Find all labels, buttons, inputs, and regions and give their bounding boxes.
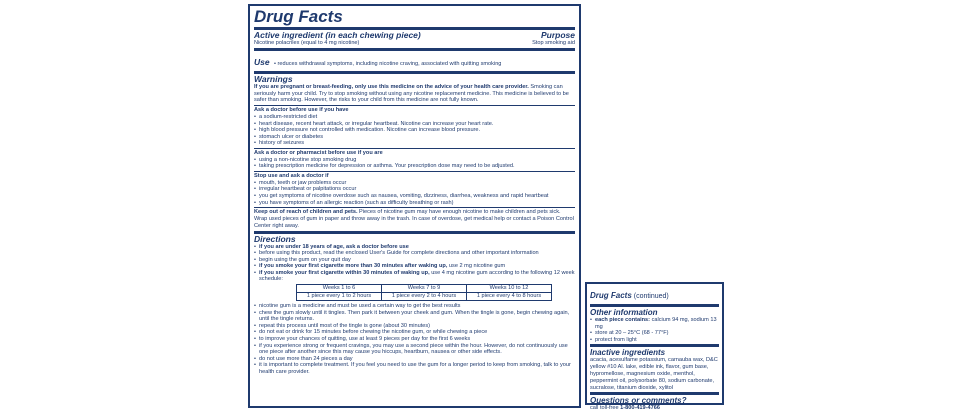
ask-doctor-heading: Ask a doctor before use if you have [254,107,349,114]
list-item-text: use 4 mg nicotine gum according to the following 12 week schedule: [259,269,575,283]
keep-out-of-reach [254,209,575,229]
other-information-heading: Other information [590,308,658,317]
list-item: • a sodium-restricted diet [254,114,575,121]
list-item [254,257,575,264]
use-text: • reduces withdrawal symptoms, including nicotine craving, associated with quitting smoking [274,60,502,67]
schedule-week-header: Weeks 1 to 6 [297,285,382,293]
ask-doctor-list [254,114,575,147]
divider [254,105,575,106]
pregnancy-warning-bold: If you are pregnant or breast-feeding, only use this medicine on the advice of your health care provider. [254,83,529,90]
list-item-text: begin using the gum on your quit day [259,256,351,263]
list-item: • it is important to complete treatment. If you feel you need to use the gum for a longer period to keep from smoking, talk to your health care provider. [254,362,575,375]
directions-list-continued [254,303,575,376]
drug-facts-title: Drug Facts [254,7,343,26]
use-section [254,52,575,70]
list-item: • repeat this process until most of the tingle is gone (about 30 minutes) [254,323,575,330]
active-ingredient-header [254,31,575,40]
drug-facts-continued-panel [585,282,724,412]
use-heading: Use [254,56,270,67]
contact-line [590,405,719,412]
drug-facts-panel [248,4,581,408]
continued-title-suffix: (continued) [631,293,669,300]
divider [590,304,719,307]
other-information-list [590,317,719,343]
list-item: • heart disease, recent heart attack, or irregular heartbeat. Nicotine can increase your heart rate. [254,121,575,128]
schedule-value-row [297,293,552,301]
divider [254,231,575,234]
list-item-bold: if you smoke your first cigarette within 30 minutes of waking up, [259,269,430,276]
list-item [254,263,575,270]
schedule-dose-cell: 1 piece every 2 to 4 hours [382,293,467,301]
directions-heading: Directions [254,233,296,244]
divider [254,48,575,51]
divider [254,171,575,172]
continued-title-main: Drug Facts [590,291,632,300]
list-item-text: before using this product, read the enclosed User's Guide for complete directions and other important information [259,250,539,257]
list-item [254,244,575,251]
list-item: • history of seizures [254,140,575,147]
purpose-heading: Purpose [540,30,575,40]
divider [590,392,719,395]
keep-out-bold: Keep out of reach of children and pets. [254,209,358,216]
phone-number: 1-800-419-4766 [620,405,660,412]
list-item: • taking prescription medicine for depression or asthma. Your prescription dose may need to be adjusted. [254,163,575,170]
call-text: call toll-free [590,405,621,412]
list-item: • high blood pressure not controlled with medication. Nicotine can increase blood pressure. [254,127,575,134]
list-item: • do not eat or drink for 15 minutes before chewing the nicotine gum, or while chewing a piece [254,329,575,336]
list-item [254,270,575,283]
list-item: • chew the gum slowly until it tingles. Then park it between your cheek and gum. When the tingle is gone, begin chewing again, until the tingle returns. [254,310,575,323]
directions-list [254,244,575,284]
list-item [254,250,575,257]
active-ingredient-text: Nicotine polacrilex (equal to 4 mg nicotine) [254,40,360,46]
list-item-text: protect from light [595,336,637,343]
list-item: • irregular heartbeat or palpitations occur [254,186,575,193]
list-item-bold: each piece contains: [595,317,651,323]
dosing-schedule-table [296,284,552,301]
purpose-text: Stop smoking aid [532,40,575,46]
active-ingredient-row [254,40,575,47]
continued-title [590,285,719,303]
list-item: • mouth, teeth or jaw problems occur [254,180,575,187]
list-item-text: store at 20 – 25°C (68 - 77°F) [595,330,669,337]
schedule-week-header: Weeks 7 to 9 [382,285,467,293]
stop-use-list [254,180,575,206]
list-item-bold: if you are under 18 years of age, ask a doctor before use [259,243,409,250]
warnings-heading: Warnings [254,73,293,84]
list-item-text: use 2 mg nicotine gum [447,263,506,270]
list-item: • nicotine gum is a medicine and must be used a certain way to get the best results [254,303,575,310]
list-item [590,330,719,337]
list-item [590,317,719,330]
schedule-dose-cell: 1 piece every 1 to 2 hours [297,293,382,301]
list-item: • do not use more than 24 pieces a day [254,356,575,363]
ask-pharmacist-list [254,157,575,170]
list-item: • you get symptoms of nicotine overdose such as nausea, vomiting, dizziness, diarrhea, weakness and rapid heartbeat [254,193,575,200]
list-item: • stomach ulcer or diabetes [254,134,575,141]
stop-use-heading: Stop use and ask a doctor if [254,172,329,179]
pregnancy-warning [254,84,575,104]
questions-heading: Questions or comments? [590,396,687,406]
list-item-text: calcium 94 mg, sodium 13 mg [595,317,717,330]
divider [254,148,575,149]
active-ingredient-heading: Active ingredient (in each chewing piece) [254,30,421,40]
keep-out-text: Pieces of nicotine gum may have enough nicotine to make children and pets sick. Wrap used pieces of gum in paper and throw away in the trash. In case of overdose, get medical help or contact a Poison Control Center right away. [254,209,574,229]
list-item-bold: if you smoke your first cigarette more than 30 minutes after waking up, [259,263,448,270]
inactive-ingredients-text: acacia, acesulfame potassium, carnauba wax, D&C yellow #10 Al. lake, edible ink, flavor, gum base, hypromellose, magnesium oxide, menthol, peppermint oil, polysorbate 80, sodium carbonate, sucralose, titanium dioxide, xylitol [590,357,718,391]
divider [590,344,719,347]
divider [254,71,575,74]
list-item: • using a non-nicotine stop smoking drug [254,157,575,164]
list-item: • to improve your chances of quitting, use at least 9 pieces per day for the first 6 weeks [254,336,575,343]
ask-pharmacist-heading: Ask a doctor or pharmacist before use if you are [254,149,383,156]
pregnancy-warning-text: Smoking can seriously harm your child. Try to stop smoking without using any nicotine replacement medicine. This medicine is believed to be safer than smoking. However, the risks to your child from this medicine are not fully known. [254,83,569,104]
inactive-ingredients-heading: Inactive ingredients [590,348,666,358]
schedule-dose-cell: 1 piece every 4 to 8 hours [467,293,552,301]
schedule-week-header: Weeks 10 to 12 [467,285,552,293]
list-item: • if you experience strong or frequent cravings, you may use a second piece within the hour. However, do not continuously use one piece after another since this may cause you hiccups, heartburn, nausea or other side effects. [254,343,575,356]
list-item [590,337,719,344]
list-item: • you have symptoms of an allergic reaction (such as difficulty breathing or rash) [254,200,575,207]
schedule-header-row [297,285,552,293]
divider [254,207,575,208]
